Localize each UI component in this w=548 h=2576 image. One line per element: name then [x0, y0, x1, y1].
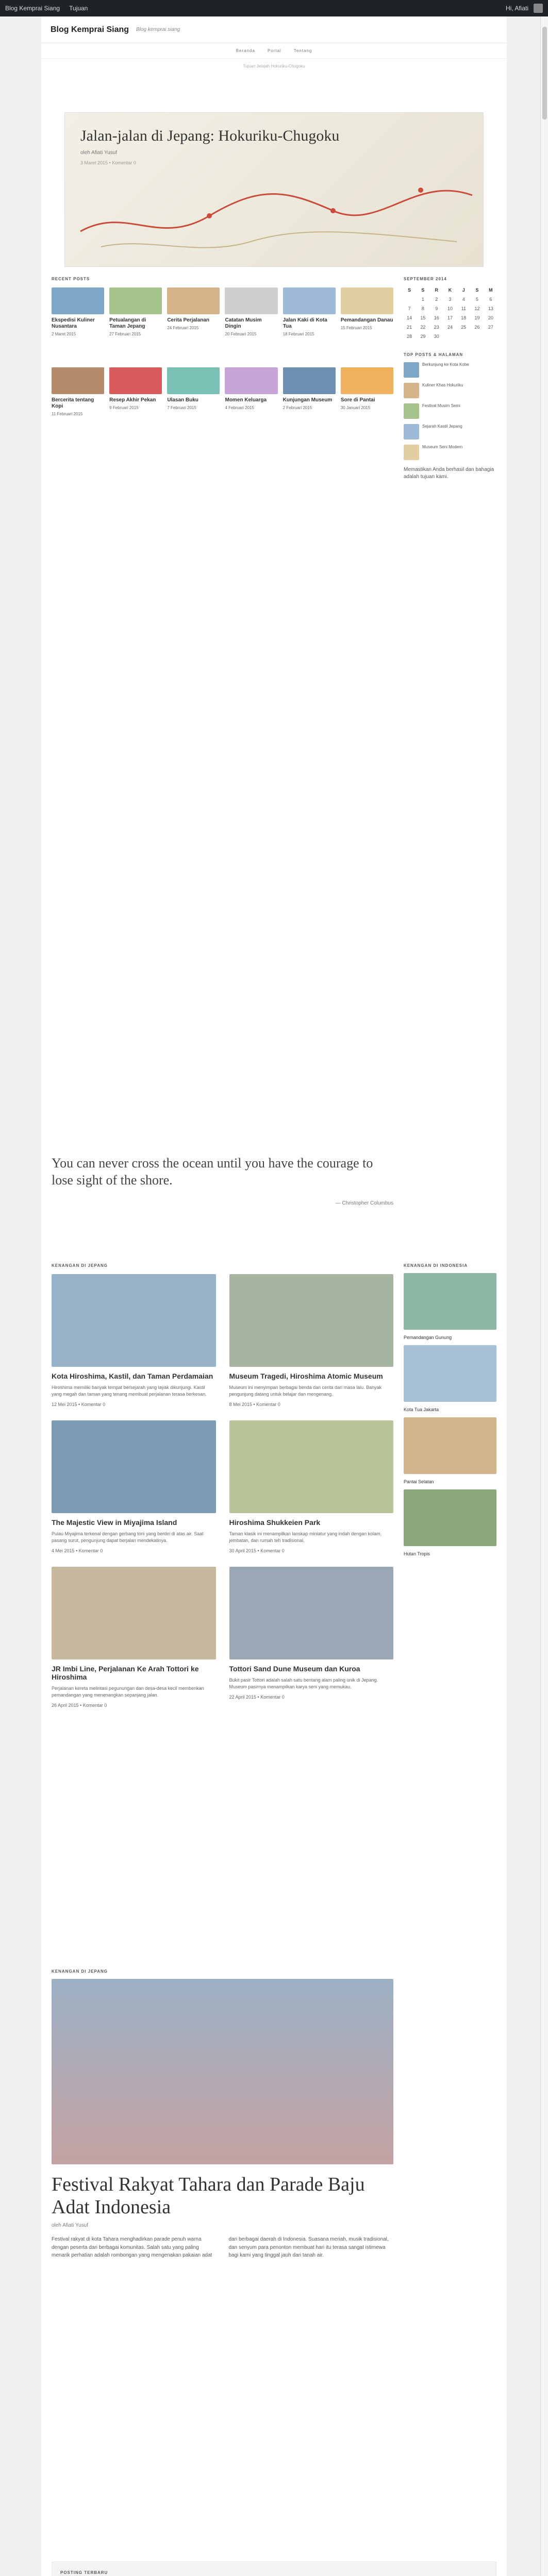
story-image [229, 1567, 394, 1659]
calendar-empty-cell [404, 296, 415, 303]
recent-posts-grid [52, 287, 393, 442]
story-meta: 26 April 2015 • Komentar 0 [52, 1703, 107, 1708]
calendar-date[interactable]: 9 [435, 306, 438, 311]
story-meta: 12 Mei 2015 • Komentar 0 [52, 1402, 106, 1408]
mini-image[interactable] [404, 1417, 496, 1474]
feed-thumbnail [404, 383, 419, 398]
recent-post-meta: 24 Februari 2015 [167, 326, 199, 330]
recent-post-title[interactable]: Catatan Musim Dingin [225, 317, 262, 329]
recent-posts-label: RECENT POSTS [52, 277, 90, 281]
recent-post-title[interactable]: Resep Akhir Pekan [109, 397, 156, 403]
calendar-date[interactable]: 5 [476, 297, 479, 302]
feed-list [404, 362, 496, 460]
story-image [229, 1420, 394, 1513]
calendar-date[interactable]: 23 [434, 325, 439, 330]
post-thumbnail [52, 287, 104, 314]
latest-band [52, 2562, 496, 2576]
hero-meta: 3 Maret 2015 • Komentar 0 [80, 160, 136, 165]
story-meta: 8 Mei 2015 • Komentar 0 [229, 1402, 280, 1408]
mini-caption[interactable]: Pemandangan Gunung [404, 1335, 452, 1340]
recent-post-meta: 2 Maret 2015 [52, 332, 76, 336]
calendar-day-header: J [462, 287, 465, 293]
post-thumbnail [341, 367, 393, 394]
recent-posts [52, 277, 393, 442]
ticker: Tujuan Jelajah Hokuriku-Chugoku [243, 64, 305, 69]
story-card[interactable] [229, 1567, 394, 1708]
recent-post-card[interactable] [167, 287, 220, 362]
story-meta: 22 April 2015 • Komentar 0 [229, 1694, 285, 1700]
calendar-date[interactable]: 2 [435, 297, 438, 302]
featured-story [52, 1969, 393, 2260]
recent-post-meta: 4 Februari 2015 [225, 405, 254, 410]
calendar-day-header: S [421, 287, 425, 293]
hero-byline: oleh Afiati Yusuf [80, 150, 117, 156]
site-header [41, 16, 507, 43]
recent-post-card[interactable] [283, 287, 336, 362]
calendar-day-header: S [408, 287, 411, 293]
story-image [52, 1274, 216, 1367]
recent-post-card[interactable] [341, 287, 393, 362]
calendar-date[interactable]: 12 [474, 306, 480, 311]
story-text: Perjalanan kereta melintasi pegunungan dan desa-desa kecil memberikan pemandangan yang menenangkan sepanjang jalan. [52, 1686, 204, 1698]
calendar-date[interactable]: 20 [488, 315, 493, 320]
feed-thumbnail [404, 445, 419, 460]
story-image [52, 1420, 216, 1513]
story-meta: 30 April 2015 • Komentar 0 [229, 1548, 285, 1554]
recent-post-meta: 15 Februari 2015 [340, 326, 372, 330]
recent-post-meta: 9 Februari 2015 [109, 405, 139, 410]
admin-bar-menu[interactable]: Tujuan [69, 5, 88, 12]
story-text: Pulau Miyajima terkenal dengan gerbang torii yang berdiri di atas air. Saat pasang surut, pengunjung dapat berjalan mendekatinya. [52, 1531, 204, 1544]
scrollbar-thumb[interactable] [542, 27, 547, 120]
recent-post-card[interactable] [52, 287, 104, 362]
page-scrollbar[interactable] [540, 16, 548, 2576]
page-wrapper [41, 16, 507, 2576]
calendar-date[interactable]: 30 [434, 334, 439, 339]
quote-block: You can never cross the ocean until you have the courage to lose sight of the shore. [52, 1156, 373, 1188]
recent-post-meta: 20 Februari 2015 [225, 332, 257, 336]
calendar-date[interactable]: 4 [462, 297, 465, 302]
recent-post-meta: 30 Januari 2015 [340, 405, 371, 410]
sidebar [404, 277, 496, 481]
recent-post-meta: 11 Februari 2015 [52, 412, 83, 416]
recent-post-meta: 7 Februari 2015 [167, 405, 196, 410]
post-thumbnail [109, 367, 162, 394]
featured-story-label: KENANGAN DI JEPANG [52, 1969, 108, 1974]
post-thumbnail [167, 367, 220, 394]
nav-item-tentang[interactable]: Tentang [293, 48, 312, 53]
recent-post-card[interactable] [52, 367, 104, 442]
right-column-label: KENANGAN DI INDONESIA [404, 1263, 468, 1268]
mini-image[interactable] [404, 1345, 496, 1402]
calendar-day-header: S [475, 287, 479, 293]
recent-post-card[interactable] [225, 367, 277, 442]
story-image [229, 1274, 394, 1367]
recent-post-meta: 18 Februari 2015 [283, 332, 314, 336]
feed-item[interactable] [404, 362, 496, 378]
post-thumbnail [341, 287, 393, 314]
recent-post-meta: 27 Februari 2015 [109, 332, 141, 336]
recent-post-title[interactable]: Sore di Pantai [340, 397, 375, 403]
calendar-day-header: K [448, 287, 452, 293]
featured-title[interactable]: Festival Rakyat Tahara dan Parade Baju Adat Indonesia [52, 2174, 365, 2218]
post-thumbnail [167, 287, 220, 314]
user-avatar[interactable] [534, 4, 543, 13]
admin-bar-right [506, 4, 543, 13]
story-list [52, 1263, 393, 1708]
calendar-date[interactable]: 7 [408, 306, 411, 311]
feed-title[interactable]: Festival Musim Semi [422, 403, 460, 408]
story-card[interactable] [52, 1420, 216, 1553]
calendar-date[interactable]: 22 [420, 325, 426, 330]
featured-text: Festival rakyat di kota Tahara menghadirkan parade penuh warna dengan peserta dari berbagai komunitas. Salah satu yang paling menarik perhatian adalah rombongan yang mengenakan pakaian adat dari berbagai daerah di Indonesia. Suasana meriah, musik tradisional, dan senyum para penonton membuat hari itu terasa sangat istimewa bagi kami yang tinggal jauh dari tanah air. [52, 2236, 389, 2259]
recent-post-title[interactable]: Ekspedisi Kuliner Nusantara [52, 317, 95, 329]
featured-byline: oleh Afiati Yusuf [52, 2223, 88, 2229]
story-card[interactable] [229, 1420, 394, 1553]
recent-post-meta: 2 Februari 2015 [283, 405, 312, 410]
recent-post-title[interactable]: Ulasan Buku [167, 397, 198, 403]
feed-item[interactable] [404, 403, 496, 419]
calendar-date[interactable]: 18 [461, 315, 467, 320]
calendar-date[interactable]: 26 [474, 325, 480, 330]
mini-image[interactable] [404, 1273, 496, 1330]
calendar-grid [404, 286, 496, 340]
post-thumbnail [283, 367, 336, 394]
calendar-date[interactable]: 1 [421, 297, 424, 302]
recent-post-card[interactable] [341, 367, 393, 442]
story-title[interactable]: JR Imbi Line, Perjalanan Ke Arah Tottori ke Hiroshima [52, 1665, 199, 1682]
feed-item[interactable] [404, 445, 496, 460]
admin-bar-user[interactable]: Hi, Afiati [505, 5, 528, 12]
calendar-day-header: R [435, 287, 438, 293]
story-meta: 4 Mei 2015 • Komentar 0 [52, 1548, 103, 1554]
story-title[interactable]: The Majestic View in Miyajima Island [52, 1518, 177, 1527]
story-card[interactable] [229, 1274, 394, 1407]
recent-post-title[interactable]: Cerita Perjalanan [167, 317, 210, 323]
calendar-date[interactable]: 6 [489, 297, 492, 302]
site-tagline: Blog kemprai siang [136, 27, 180, 32]
calendar-date[interactable]: 14 [407, 315, 412, 320]
feed-title[interactable]: Sejarah Kastil Jepang [422, 424, 462, 429]
calendar-date[interactable]: 13 [488, 306, 493, 311]
calendar-date[interactable]: 16 [434, 315, 439, 320]
feed-item[interactable] [404, 424, 496, 439]
band-label: POSTING TERBARU [60, 2570, 108, 2575]
sidebar-quote: Memastikan Anda berhasil dan bahagia adalah tujuan kami. [404, 467, 494, 480]
story-image [52, 1567, 216, 1659]
quote-author: — Christopher Columbus [335, 1200, 393, 1206]
story-title[interactable]: Hiroshima Shukkeien Park [229, 1518, 321, 1527]
admin-bar [0, 0, 548, 16]
calendar-date[interactable]: 29 [420, 334, 426, 339]
calendar-date[interactable]: 10 [447, 306, 453, 311]
mini-image[interactable] [404, 1489, 496, 1546]
recent-post-title[interactable]: Jalan Kaki di Kota Tua [283, 317, 327, 329]
mini-caption[interactable]: Pantai Selatan [404, 1479, 434, 1484]
admin-bar-site[interactable]: Blog Kemprai Siang [5, 5, 60, 12]
calendar-date[interactable]: 19 [474, 315, 480, 320]
site-title[interactable]: Blog Kemprai Siang [51, 25, 129, 34]
main-nav [41, 43, 507, 59]
story-title[interactable]: Tottori Sand Dune Museum dan Kuroa [229, 1665, 360, 1673]
feed-thumbnail [404, 424, 419, 439]
calendar-date[interactable]: 15 [420, 315, 426, 320]
story-title[interactable]: Museum Tragedi, Hiroshima Atomic Museum [229, 1372, 383, 1380]
hero-post[interactable] [64, 112, 484, 267]
story-title[interactable]: Kota Hiroshima, Kastil, dan Taman Perdamaian [52, 1372, 213, 1380]
recent-post-card[interactable] [167, 367, 220, 442]
recent-post-title[interactable]: Bercerita tentang Kopi [52, 397, 94, 409]
calendar-date[interactable]: 3 [449, 297, 452, 302]
recent-post-title[interactable]: Petualangan di Taman Jepang [109, 317, 146, 329]
mini-caption[interactable]: Hutan Tropis [404, 1551, 430, 1556]
featured-image[interactable] [52, 1979, 393, 2164]
recent-post-card[interactable] [225, 287, 277, 362]
story-text: Museum ini menyimpan berbagai benda dan cerita dari masa lalu. Banyak pengunjung datang untuk belajar dan mengenang. [229, 1385, 382, 1397]
story-text: Bukit pasir Tottori adalah salah satu bentang alam paling unik di Jepang. Museum pasirnya menampilkan karya seni yang memukau. [229, 1677, 378, 1690]
post-thumbnail [283, 287, 336, 314]
story-text: Taman klasik ini menampilkan lanskap miniatur yang indah dengan kolam, jembatan, dan rumah teh tradisional. [229, 1531, 382, 1544]
feed-label: TOP POSTS & HALAMAN [404, 352, 463, 357]
calendar-date[interactable]: 21 [407, 325, 412, 330]
calendar-date[interactable]: 28 [407, 334, 412, 339]
right-column [404, 1263, 496, 1556]
calendar-label: SEPTEMBER 2014 [404, 277, 447, 281]
feed-thumbnail [404, 362, 419, 378]
calendar-date[interactable]: 25 [461, 325, 467, 330]
post-thumbnail [52, 367, 104, 394]
recent-post-card[interactable] [283, 367, 336, 442]
nav-item-portal[interactable]: Portal [267, 48, 281, 53]
calendar-date[interactable]: 8 [421, 306, 424, 311]
calendar-date[interactable]: 17 [447, 315, 453, 320]
calendar-day-header: M [489, 287, 493, 293]
feed-title[interactable]: Berkunjung ke Kota Kobe [422, 362, 469, 367]
feed-title[interactable]: Kuliner Khas Hokuriku [422, 383, 463, 387]
recent-post-card[interactable] [109, 287, 162, 362]
post-thumbnail [225, 367, 277, 394]
nav-item-beranda[interactable]: Beranda [236, 48, 255, 53]
calendar-date[interactable]: 24 [447, 325, 453, 330]
hero-title[interactable]: Jalan-jalan di Jepang: Hokuriku-Chugoku [80, 127, 340, 144]
mini-caption[interactable]: Kota Tua Jakarta [404, 1407, 439, 1412]
story-card[interactable] [52, 1274, 216, 1407]
recent-post-title[interactable]: Kunjungan Museum [283, 397, 333, 403]
story-list-label: KENANGAN DI JEPANG [52, 1263, 108, 1268]
recent-post-card[interactable] [109, 367, 162, 442]
feed-thumbnail [404, 403, 419, 419]
feed-item[interactable] [404, 383, 496, 398]
post-thumbnail [109, 287, 162, 314]
story-card[interactable] [52, 1567, 216, 1708]
recent-post-title[interactable]: Momen Keluarga [225, 397, 267, 403]
feed-title[interactable]: Museum Seni Modern [422, 445, 463, 449]
story-grid [52, 1274, 393, 1708]
calendar-date[interactable]: 11 [461, 306, 466, 311]
recent-post-title[interactable]: Pemandangan Danau [340, 317, 393, 323]
calendar [404, 286, 496, 340]
story-text: Hiroshima memiliki banyak tempat bersejarah yang layak dikunjungi. Kastil yang megah dan taman yang tenang membuat perjalanan terasa berkesan. [52, 1385, 207, 1397]
post-thumbnail [225, 287, 277, 314]
calendar-date[interactable]: 27 [488, 325, 493, 330]
